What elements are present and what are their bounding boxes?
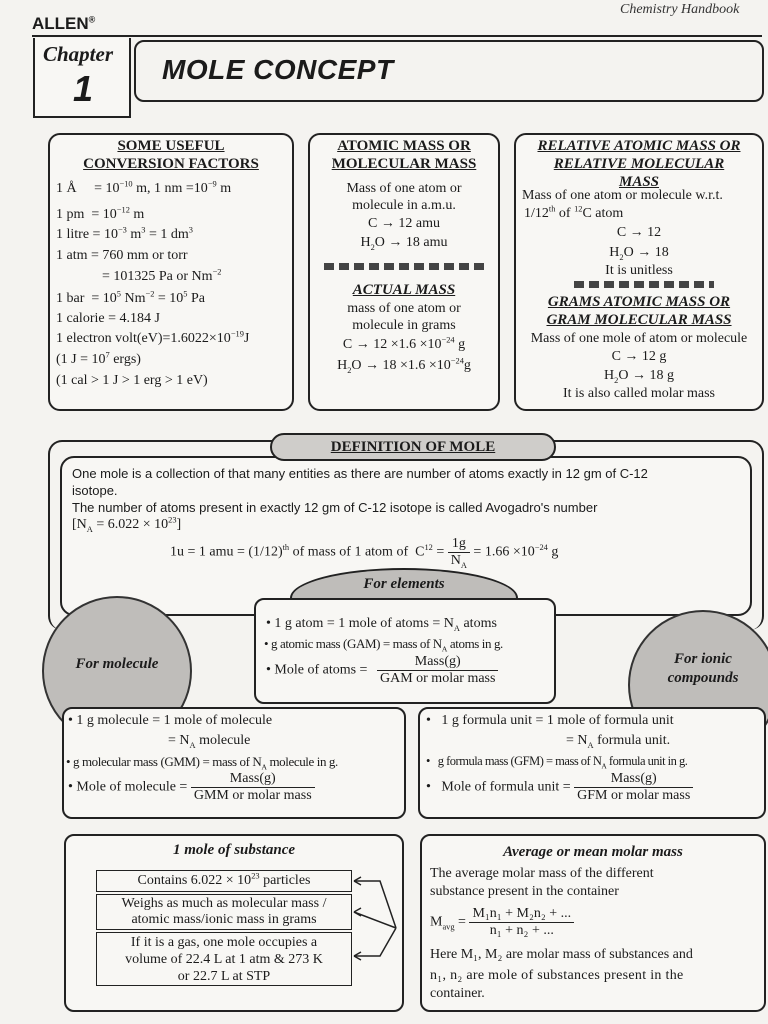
atomic-title — [310, 137, 498, 173]
brand-mark: ® — [88, 14, 96, 25]
molecule-numerator: Mass(g) — [191, 771, 315, 788]
ionic-b2-text: g formula mass (GFM) = mass of N — [437, 754, 602, 768]
ionic-bullet-1: • 1 g formula unit = 1 mole of formula unit — [426, 713, 674, 728]
definition-p1: One mole is a collection of that many entities as there are number of atoms exactly in 12 gm of C-12 — [72, 466, 648, 481]
elements-bullet-3: • Mole of atoms = $\frac{\text{Mass(g)}}{\text{GAM or molar mass}}$ — [266, 654, 498, 687]
conv-ev: 1 electron $volt(eV)=1.6022\times 10^{-19}J$ — [56, 329, 250, 346]
elements-b1-text: 1 g atom = 1 mole of atoms = N — [274, 616, 454, 631]
grams-title-line2: GRAM MOLECULAR MASS — [546, 312, 732, 328]
molecule-b3-text: Mole of molecule = — [76, 779, 191, 795]
atomic-desc-1: Mass of one atom or — [346, 181, 462, 196]
molecule-bullet-2: • g molecular mass (GMM) = mass of $N_A$ molecule in g. — [66, 754, 338, 772]
average-p1a: The average molar mass of the different — [430, 866, 654, 881]
grams-example-water: $H_2O \to 18$ g — [604, 368, 674, 385]
brand-logo — [32, 14, 95, 34]
conv-compare: (1 cal > 1 J > 1 erg > 1 eV) — [56, 373, 208, 388]
substance-r1-text: Contains 6.022 × 10 — [137, 873, 252, 888]
conv-bar: 1 bar = $10^5$ $Nm^{-2} = 10^5$ Pa — [56, 289, 205, 306]
actual-example-water: $H_2O \to 18 \times 1.6 \times 10^{-24}g$ — [337, 356, 471, 375]
conversion-title-line2: CONVERSION FACTORS — [83, 156, 259, 172]
conv-litre: 1 litre = $10^{-3}$ $m^3 = 1$ $dm^3$ — [56, 225, 193, 242]
elements-b2-tail: atoms in g. — [447, 636, 503, 651]
grams-example-c: C → 12 g — [611, 349, 667, 364]
elements-b2-text: g atomic mass (GAM) = mass of N — [271, 636, 442, 651]
ionic-label-line2: compounds — [667, 670, 739, 686]
definition-title: DEFINITION OF MOLE — [330, 439, 496, 455]
elements-numerator: Mass(g) — [377, 654, 499, 671]
molecule-b1b-text: molecule — [199, 733, 251, 748]
relative-example-c: C → 12 — [616, 225, 662, 240]
ionic-b1b-text: formula unit. — [597, 733, 671, 748]
conv-erg: (1 $J = 10^7$ ergs) — [56, 350, 141, 367]
ionic-numerator: Mass(g) — [574, 771, 693, 788]
average-p1b: substance present in the container — [430, 884, 619, 899]
definition-title-pill — [270, 433, 556, 461]
substance-title: 1 mole of substance — [172, 842, 296, 858]
ionic-bullet-1b: = $N_A$ formula unit. — [566, 733, 671, 750]
ionic-denominator: GFM or molar mass — [577, 788, 691, 803]
grams-desc: Mass of one mole of atom or molecule — [530, 331, 748, 346]
average-box — [420, 834, 766, 1012]
chapter-title: MOLE CONCEPT — [162, 54, 394, 85]
section-divider — [324, 263, 484, 270]
ionic-box — [418, 707, 766, 819]
relative-title-line1: RELATIVE ATOMIC MASS OR — [537, 138, 741, 154]
ionic-fraction — [574, 771, 693, 804]
atomic-example-c: C → 12 amu — [368, 216, 440, 231]
molecule-b2-tail: molecule in g. — [266, 754, 338, 769]
ionic-b3-text: Mole of formula unit = — [441, 779, 575, 795]
substance-box — [64, 834, 404, 1012]
average-p2b: n₁, n₂ are mole of substances present in the — [430, 968, 684, 983]
atomic-mass-box — [308, 133, 500, 411]
grams-title-line1: GRAMS ATOMIC MASS OR — [547, 294, 731, 310]
substance-r2-line1: Weighs as much as molecular mass / — [121, 896, 327, 911]
average-denominator: n₁ + n₂ + ... — [489, 923, 554, 938]
atomic-title-line2: MOLECULAR MASS — [331, 156, 477, 172]
atomic-example-water: $H_2O \to 18$ amu — [360, 235, 448, 252]
average-p2c: container. — [430, 986, 485, 1001]
molecule-bullet-1: • 1 g molecule = 1 mole of molecule — [68, 713, 273, 728]
molecule-b2-text: g molecular mass (GMM) = mass of N — [73, 754, 262, 769]
average-formula: $M_{avg}$ = $\frac{\text{M₁n₁ + M₂n₂ + ...}}{\text{n₁ + n₂ + ...}}$ — [430, 906, 574, 939]
substance-r2-line2: atomic mass/ionic mass in grams — [131, 912, 317, 927]
relative-title — [516, 137, 762, 191]
average-p2a: Here M₁, M₂ are molar mass of substances and — [430, 947, 693, 962]
ionic-b1-text: 1 g formula unit = 1 mole of formula unit — [441, 713, 674, 728]
atomic-desc-2: molecule in a.m.u. — [352, 198, 456, 213]
average-title: Average or mean molar mass — [503, 844, 683, 860]
actual-mass-title: ACTUAL MASS — [352, 282, 456, 298]
ionic-bullet-3: • Mole of formula unit = $\frac{\text{Mass(g)}}{\text{GFM or molar mass}}$ — [426, 771, 693, 804]
conv-angstrom: 1 Å = $10^{-10}$ m, 1 nm $=10^{-9}$ m — [56, 179, 232, 196]
relative-mass-box — [514, 133, 764, 411]
actual-desc-1: mass of one atom or — [347, 301, 461, 316]
relative-desc: Mass of one atom or molecule w.r.t. — [522, 188, 723, 203]
chapter-label: Chapter — [43, 42, 114, 66]
elements-box — [254, 598, 556, 704]
actual-example-c: $C \to 12 \times 1.6 \times 10^{-24}$ g — [342, 335, 466, 352]
chapter-number: 1 — [73, 68, 94, 109]
conv-atm-pa: = 101325 Pa or $Nm^{-2}$ — [102, 267, 222, 284]
actual-desc-2: molecule in grams — [352, 318, 456, 333]
definition-p1b: isotope. — [72, 483, 118, 498]
relative-title-line3: MASS — [618, 174, 660, 190]
chapter-title-box — [134, 40, 764, 102]
grams-mass-title — [516, 293, 762, 329]
section-divider — [574, 281, 714, 288]
molecule-denominator: GMM or molar mass — [193, 788, 312, 803]
elements-title: For elements — [363, 576, 445, 592]
molecule-bullet-1b: = $N_A$ molecule — [168, 733, 251, 750]
substance-r3-line2: volume of 22.4 L at 1 atm & 273 K — [125, 952, 323, 967]
ionic-label — [630, 650, 768, 688]
conv-calorie: 1 calorie = 4.184 J — [56, 311, 160, 326]
elements-bullet-1: • 1 g atom = 1 mole of atoms = $N_A$ atoms — [266, 616, 497, 633]
chapter-box — [33, 38, 131, 118]
ionic-b2-tail: formula unit in g. — [606, 754, 688, 768]
atomic-title-line1: ATOMIC MASS OR — [337, 138, 471, 154]
brand-name: ALLEN — [32, 14, 89, 33]
definition-p2: The number of atoms present in exactly 12 gm of C-12 isotope is called Avogadro's number — [72, 500, 598, 515]
substance-r3-line1: If it is a gas, one mole occupies a — [130, 935, 318, 950]
elements-b1-tail: atoms — [459, 616, 497, 631]
molecule-fraction — [191, 771, 315, 804]
conv-atm: 1 atm = 760 mm or torr — [56, 248, 188, 263]
substance-r1-tail: particles — [259, 873, 311, 888]
bracket-arrows — [352, 870, 402, 986]
conversion-title — [50, 137, 292, 173]
ionic-label-line1: For ionic — [674, 651, 732, 667]
avogadro-value: $[N_A = 6.022 \times 10^{23}]$ — [72, 515, 182, 534]
elements-bullet-2: • g atomic mass (GAM) = mass of $N_A$ atoms in g. — [264, 636, 503, 654]
substance-row-3 — [96, 932, 352, 986]
average-numerator: M₁n₁ + M₂n₂ + ... — [469, 906, 574, 923]
molecule-b1-text: 1 g molecule = 1 mole of molecule — [76, 713, 273, 728]
running-title: Chemistry Handbook — [620, 2, 740, 17]
substance-r1-exp: 23 — [251, 871, 260, 881]
substance-row-2 — [96, 894, 352, 930]
substance-row-1 — [96, 870, 352, 892]
conversion-factors-box — [48, 133, 294, 411]
molecule-label: For molecule — [75, 656, 159, 672]
conversion-title-line1: SOME USEFUL — [117, 138, 225, 154]
relative-unitless: It is unitless — [605, 263, 673, 278]
substance-r3-line3: or 22.7 L at STP — [177, 969, 271, 984]
average-fraction — [469, 906, 574, 939]
elements-fraction — [377, 654, 499, 687]
conv-pm: 1 pm = $10^{-12}$ m — [56, 205, 145, 222]
elements-denominator: GAM or molar mass — [379, 671, 496, 686]
molecule-box — [62, 707, 406, 819]
grams-molar: It is also called molar mass — [562, 386, 716, 401]
elements-b3-text: Mole of atoms = — [274, 662, 371, 678]
ionic-bullet-2: • g formula mass (GFM) = mass of $N_A$ formula unit in g. — [426, 754, 688, 771]
header-rule — [32, 35, 762, 37]
relative-ref: 1/12th of $^{12}$C atom — [524, 204, 624, 221]
amu-definition: 1u = 1 amu = $(1/12)^{th}$ of mass of 1 atom of $C^{12}$ = $\frac{1g}{N_A}$ = $1.66 \times 10^{-24}$ g — [170, 536, 559, 570]
relative-title-line2: RELATIVE MOLECULAR — [553, 156, 725, 172]
molecule-bullet-3: • Mole of molecule = $\frac{\text{Mass(g)}}{\text{GMM or molar mass}}$ — [68, 771, 315, 804]
relative-example-water: $H_2O \to 18$ — [609, 245, 669, 262]
